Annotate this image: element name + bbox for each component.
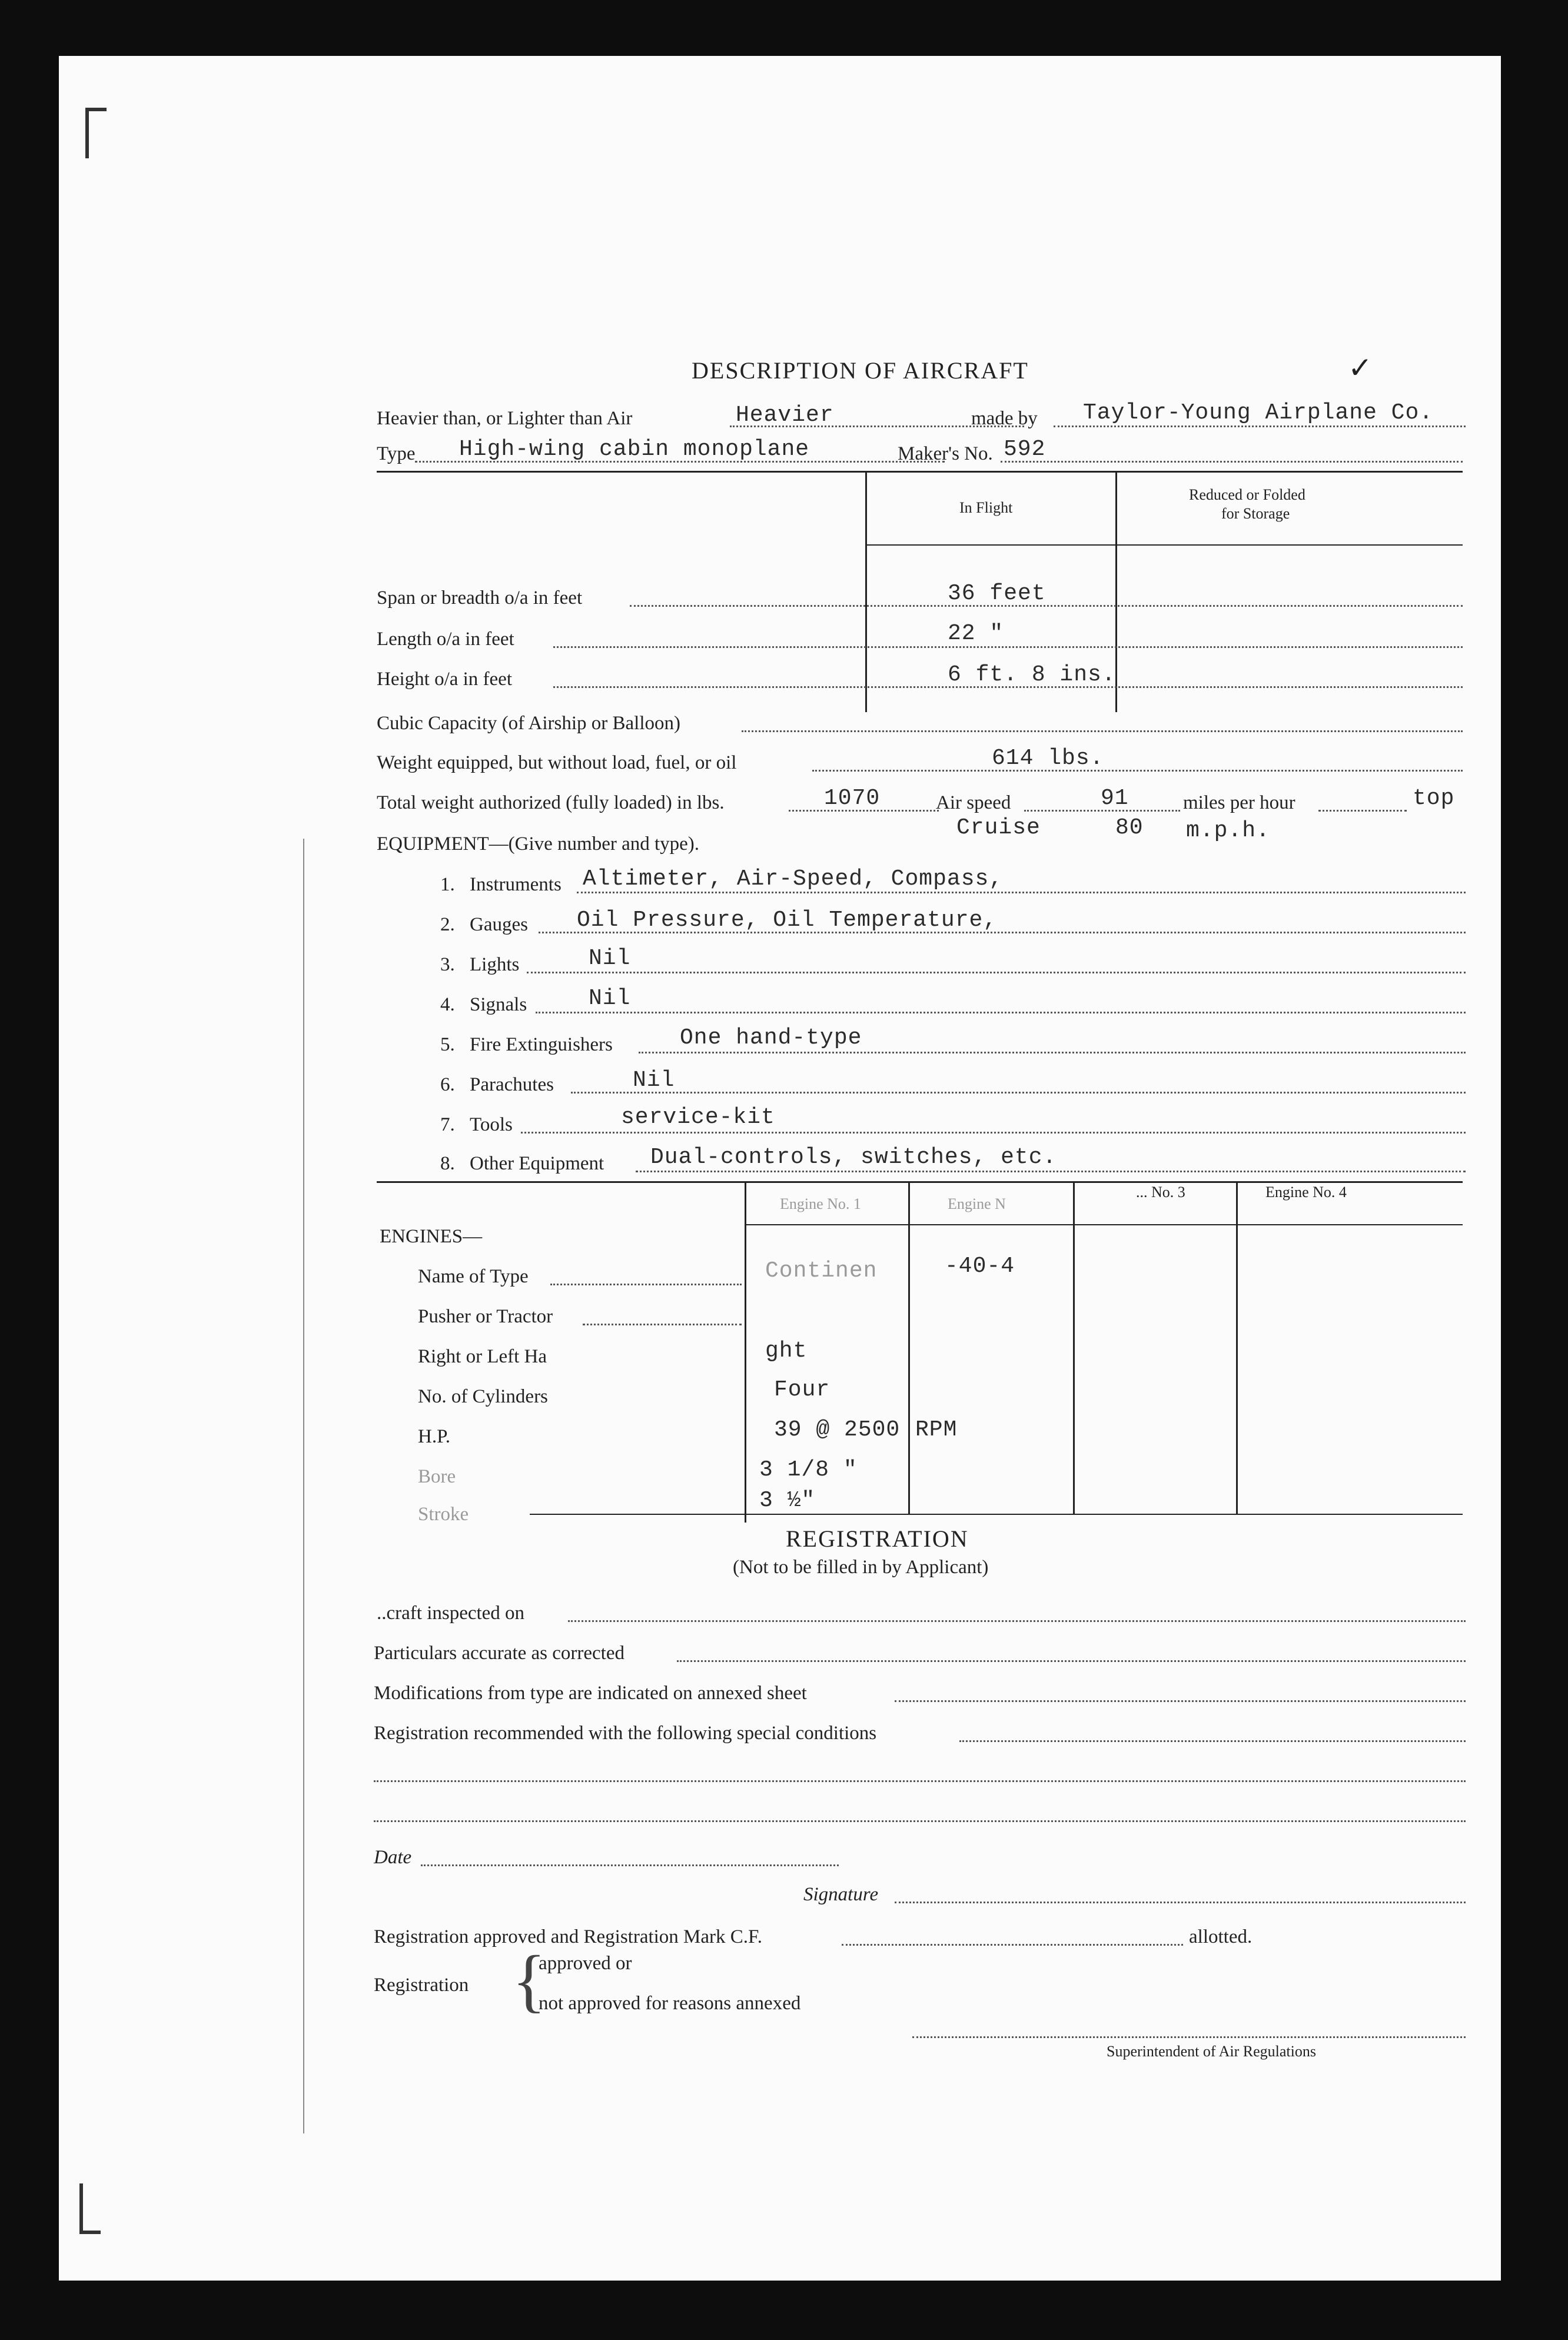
- type-label: Type: [377, 443, 416, 464]
- equipment-num: 8.: [440, 1153, 455, 1174]
- equipment-label: Tools: [470, 1114, 513, 1135]
- engine-row-value: 3 1/8 ": [759, 1457, 858, 1483]
- mph-dots: [1318, 810, 1407, 812]
- equipment-num: 3.: [440, 954, 455, 975]
- engines-heading: ENGINES—: [380, 1226, 483, 1247]
- weight-equipped-label: Weight equipped, but without load, fuel, or oil: [377, 752, 737, 773]
- air-speed-value: 91: [1101, 786, 1129, 811]
- registration-heading: REGISTRATION: [786, 1525, 969, 1552]
- recommended-dots: [959, 1740, 1466, 1742]
- engine-row-value: 3 ½": [759, 1488, 816, 1513]
- engine-col3-header: ... No. 3: [1136, 1184, 1185, 1201]
- equipment-label: Signals: [470, 994, 527, 1015]
- cruise-label: Cruise: [956, 815, 1041, 840]
- length-label: Length o/a in feet: [377, 629, 514, 650]
- folded-header-line1: Reduced or Folded: [1189, 486, 1305, 503]
- equipment-heading: EQUIPMENT—(Give number and type).: [377, 833, 700, 855]
- engine-row-label: Pusher or Tractor: [418, 1306, 553, 1327]
- inspected-dots: [568, 1620, 1466, 1622]
- date-label: Date: [374, 1847, 412, 1868]
- cubic-capacity-label: Cubic Capacity (of Airship or Balloon): [377, 713, 680, 734]
- engine-row-value: Continen: [765, 1258, 878, 1284]
- equipment-value: Oil Pressure, Oil Temperature,: [577, 908, 998, 933]
- engine-row-value: Four: [774, 1377, 830, 1402]
- allotted-label: allotted.: [1189, 1926, 1253, 1947]
- weight-equipped-value: 614 lbs.: [992, 746, 1104, 771]
- particulars-label: Particulars accurate as corrected: [374, 1643, 624, 1664]
- engine-col-divider-2: [908, 1181, 910, 1514]
- equipment-dots: [571, 1092, 1466, 1093]
- equipment-dots: [636, 1171, 1466, 1172]
- in-flight-header: In Flight: [959, 499, 1013, 516]
- equipment-value: service-kit: [621, 1105, 775, 1130]
- equipment-dots: [527, 972, 1466, 973]
- height-value: 6 ft. 8 ins.: [948, 662, 1116, 687]
- dimension-col-divider-1: [865, 471, 867, 712]
- equipment-label: Parachutes: [470, 1074, 554, 1095]
- engine-col-divider-3: [1073, 1181, 1075, 1514]
- engine-col2-header: Engine N: [948, 1195, 1006, 1212]
- corner-mark-top-left: [85, 108, 107, 158]
- brace-icon: {: [512, 1941, 546, 2019]
- equipment-num: 5.: [440, 1034, 455, 1055]
- engine-row-value2: -40-4: [945, 1254, 1015, 1279]
- particulars-dots: [677, 1660, 1466, 1662]
- made-by-label: made by: [971, 408, 1038, 429]
- equipment-label: Fire Extinguishers: [470, 1034, 613, 1055]
- conditions-dots-1: [374, 1780, 1466, 1782]
- equipment-value: Nil: [589, 946, 631, 971]
- equipment-num: 1.: [440, 874, 455, 895]
- equipment-label: Other Equipment: [470, 1153, 604, 1174]
- heavier-label: Heavier than, or Lighter than Air: [377, 408, 633, 429]
- engine-row-dots: [583, 1324, 742, 1325]
- equipment-dots: [577, 892, 1466, 893]
- approved-mark-label: Registration approved and Registration Mark C.F.: [374, 1926, 762, 1947]
- dimension-header-rule: [865, 544, 1463, 546]
- top-value: top: [1413, 786, 1455, 811]
- equipment-label: Instruments: [470, 874, 562, 895]
- engine-row-value: ght: [765, 1338, 808, 1364]
- cruise-value: 80: [1115, 815, 1144, 840]
- makers-no-label: Maker's No.: [898, 443, 993, 464]
- registration-subheading: (Not to be filled in by Applicant): [733, 1557, 989, 1578]
- engine-col-divider-1: [745, 1181, 746, 1523]
- engine-col1-header: Engine No. 1: [780, 1195, 861, 1212]
- not-approved-label: not approved for reasons annexed: [539, 1993, 801, 2014]
- length-dots: [553, 646, 1463, 648]
- engine-row-label: H.P.: [418, 1426, 451, 1447]
- type-value: High-wing cabin monoplane: [459, 437, 810, 462]
- corner-mark-bottom-left: [79, 2183, 101, 2234]
- engine-row-dots: [550, 1284, 742, 1285]
- margin-line: [303, 839, 304, 2133]
- engine-col-divider-4: [1236, 1181, 1238, 1514]
- makers-no-dots: [1001, 461, 1463, 463]
- equipment-label: Lights: [470, 954, 520, 975]
- equipment-num: 2.: [440, 914, 455, 935]
- length-value: 22 ": [948, 621, 1004, 646]
- total-weight-value: 1070: [824, 786, 881, 811]
- engine-row-label: Stroke: [418, 1504, 469, 1525]
- equipment-label: Gauges: [470, 914, 528, 935]
- equipment-value: Altimeter, Air-Speed, Compass,: [583, 866, 1004, 892]
- engine-table-bottom-rule: [530, 1514, 1463, 1515]
- modifications-label: Modifications from type are indicated on annexed sheet: [374, 1683, 807, 1704]
- equipment-value: Nil: [589, 986, 631, 1011]
- equipment-num: 4.: [440, 994, 455, 1015]
- made-by-value: Taylor-Young Airplane Co.: [1083, 400, 1434, 426]
- engine-table-top-rule: [377, 1181, 1463, 1183]
- conditions-dots-2: [374, 1820, 1466, 1822]
- engine-row-label: Name of Type: [418, 1266, 529, 1287]
- total-weight-label: Total weight authorized (fully loaded) in lbs.: [377, 792, 725, 813]
- height-label: Height o/a in feet: [377, 669, 513, 690]
- heavier-value: Heavier: [736, 403, 834, 428]
- engine-row-value2: RPM: [915, 1417, 958, 1442]
- weight-equipped-dots: [812, 770, 1463, 772]
- equipment-value: One hand-type: [680, 1025, 862, 1051]
- engine-row-value: 39 @ 2500: [774, 1417, 901, 1442]
- air-speed-label: Air speed: [936, 792, 1011, 813]
- mph-label: miles per hour: [1183, 792, 1295, 813]
- equipment-num: 7.: [440, 1114, 455, 1135]
- modifications-dots: [895, 1700, 1466, 1702]
- span-dots: [630, 605, 1463, 607]
- equipment-value: Nil: [633, 1068, 675, 1093]
- superintendent-dots: [912, 2036, 1466, 2038]
- equipment-dots: [639, 1052, 1466, 1053]
- signature-label: Signature: [803, 1884, 879, 1905]
- dimension-table-top-rule: [377, 471, 1463, 473]
- approved-or-label: approved or: [539, 1953, 632, 1974]
- recommended-label: Registration recommended with the following special conditions: [374, 1723, 877, 1744]
- span-value: 36 feet: [948, 581, 1046, 606]
- page-title: DESCRIPTION OF AIRCRAFT: [692, 357, 1029, 384]
- registration-label: Registration: [374, 1975, 469, 1996]
- cruise-unit: m.p.h.: [1186, 818, 1270, 843]
- cubic-capacity-dots: [742, 730, 1463, 732]
- equipment-dots: [521, 1132, 1466, 1134]
- engine-row-label: No. of Cylinders: [418, 1386, 548, 1407]
- form-sheet: [59, 56, 1501, 2281]
- signature-dots: [895, 1902, 1466, 1903]
- inspected-label: ..craft inspected on: [377, 1603, 525, 1624]
- folded-header-line2: for Storage: [1221, 505, 1290, 522]
- check-mark-icon: ✓: [1348, 351, 1373, 384]
- makers-no-value: 592: [1004, 437, 1046, 462]
- span-label: Span or breadth o/a in feet: [377, 587, 583, 609]
- approved-mark-dots: [842, 1944, 1183, 1946]
- date-dots: [421, 1864, 839, 1866]
- equipment-dots: [536, 1012, 1466, 1013]
- equipment-num: 6.: [440, 1074, 455, 1095]
- engine-row-label: Right or Left Ha: [418, 1346, 547, 1367]
- superintendent-label: Superintendent of Air Regulations: [1107, 2043, 1317, 2060]
- engine-row-label: Bore: [418, 1466, 456, 1487]
- made-by-dots: [1054, 426, 1466, 427]
- equipment-value: Dual-controls, switches, etc.: [650, 1145, 1057, 1170]
- engine-header-rule: [745, 1224, 1463, 1225]
- engine-col4-header: Engine No. 4: [1265, 1184, 1347, 1201]
